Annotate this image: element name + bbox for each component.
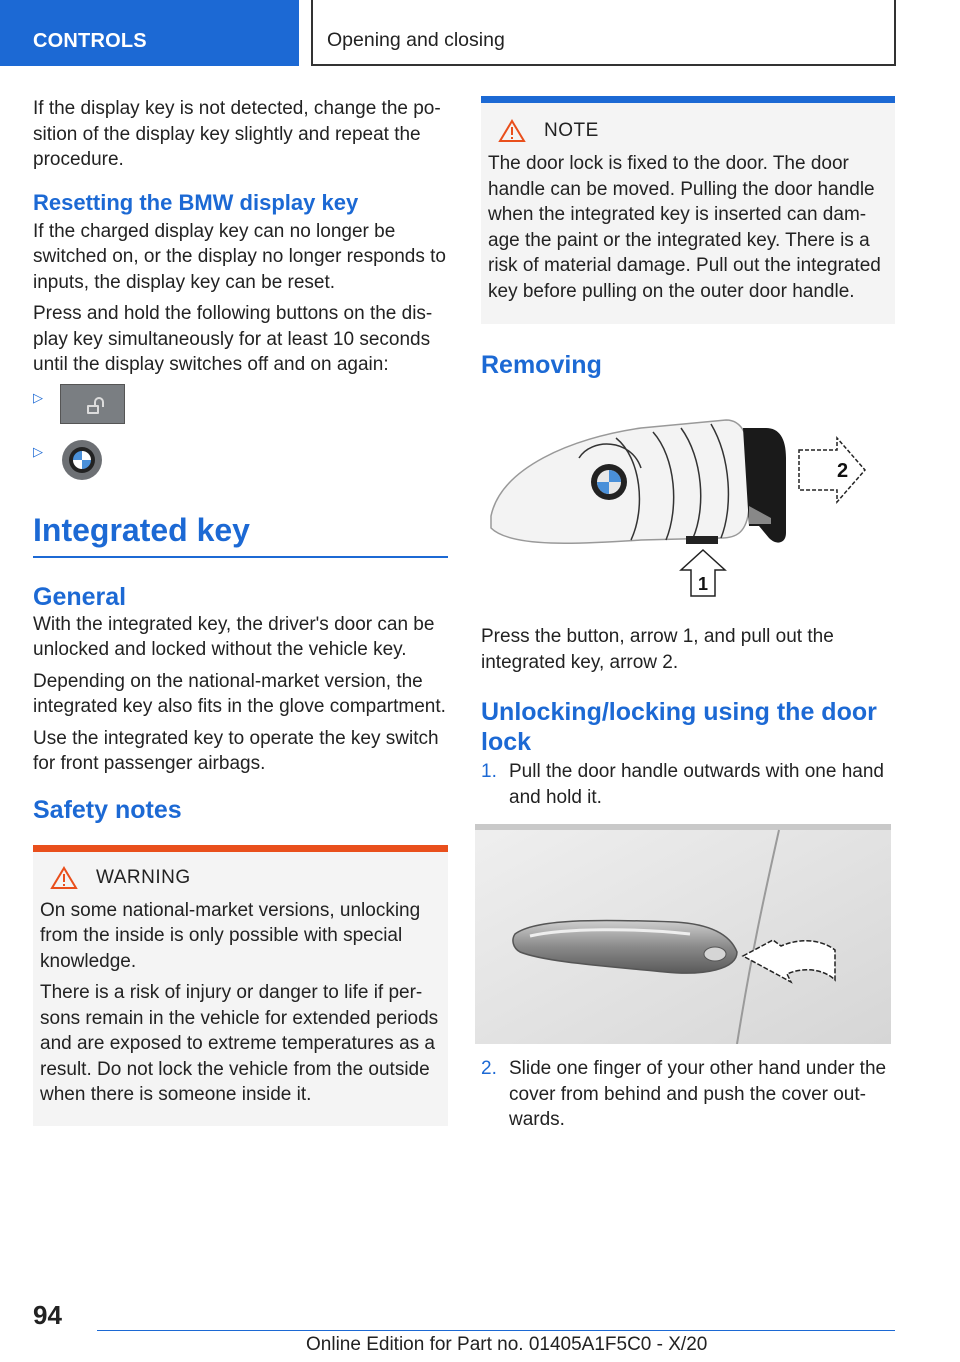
note-triangle-icon [498, 119, 526, 143]
unlock-button-icon [60, 384, 125, 424]
general-paragraph-1: With the integrated key, the driver's door can be unlocked and locked without the vehicle key. [33, 613, 435, 660]
unlocking-heading: Unlocking/locking using the door lock [481, 698, 877, 756]
note-box [481, 96, 895, 324]
removing-heading: Removing [481, 351, 602, 379]
bullet-marker: ▷ [33, 389, 43, 405]
note-paragraph: The door lock is fixed to the door. The door handle can be moved. Pulling the door handle when the integrated key is inserted can dam-age the paint or the integrated key. There is a risk of material damage. Pull out the integrated key before pulling on the outer door handle. [488, 153, 881, 302]
section-divider [33, 556, 448, 558]
chapter-title: Opening and closing [327, 29, 505, 51]
warning-triangle-icon [50, 866, 78, 890]
bullet-logo [33, 438, 448, 492]
step-1-number: 1. [481, 761, 497, 782]
bullet-unlock [33, 384, 448, 438]
general-heading: General [33, 582, 127, 611]
bmw-logo-button-icon [62, 440, 102, 480]
key-removal-illustration [481, 398, 895, 598]
door-handle-illustration [475, 824, 891, 1044]
general-paragraph-3: Use the integrated key to operate the key switch for front passenger airbags. [33, 727, 439, 774]
warning-header [40, 866, 441, 890]
step-2 [481, 1056, 895, 1133]
step-2-text: Slide one finger of your other hand under the cover from behind and push the cover out-wards. [509, 1058, 887, 1130]
arrow-1-label: 1 [698, 574, 709, 594]
general-paragraph-2: Depending on the national-market version, the integrated key also fits in the glove compartment. [33, 670, 446, 717]
removing-paragraph: Press the button, arrow 1, and pull out the integrated key, arrow 2. [481, 626, 834, 673]
warning-paragraph-2: There is a risk of injury or danger to life if per-sons remain in the vehicle for extended periods and are exposed to extreme temperatures as a result. Do not lock the vehicle from the outside when there is someone inside it. [40, 982, 439, 1105]
edition-text: Online Edition for Part no. 01405A1F5C0 - X/20 [306, 1334, 708, 1355]
page-number: 94 [33, 1300, 62, 1330]
section-tab [0, 0, 299, 66]
chapter-header [311, 0, 896, 66]
bullet-marker: ▷ [33, 443, 43, 459]
warning-paragraph-1: On some national-market versions, unlocking from the inside is only possible with special knowledge. [40, 899, 421, 972]
left-column [33, 96, 448, 1126]
step-1 [481, 759, 895, 810]
warning-label: WARNING [96, 866, 191, 888]
warning-box [33, 845, 448, 1126]
reset-paragraph-1: If the charged display key can no longer be switched on, or the display no longer responds to inputs, the display key can be reset. [33, 220, 446, 293]
step-2-number: 2. [481, 1058, 497, 1079]
right-column [481, 96, 895, 1139]
note-header [488, 119, 888, 143]
section-label: CONTROLS [33, 30, 147, 52]
note-label: NOTE [544, 120, 599, 141]
step-1-text: Pull the door handle outwards with one hand and hold it. [509, 761, 884, 808]
footer-divider [97, 1330, 895, 1331]
reset-paragraph-2: Press and hold the following buttons on the dis-play key simultaneously for at least 10 seconds until the display switches off and on again: [33, 303, 433, 375]
safety-notes-heading: Safety notes [33, 795, 182, 824]
reset-heading: Resetting the BMW display key [33, 189, 359, 215]
arrow-2-label: 2 [837, 460, 849, 482]
integrated-key-heading: Integrated key [33, 511, 250, 548]
intro-paragraph: If the display key is not detected, change the po-sition of the display key slightly and repeat the procedure. [33, 98, 441, 170]
